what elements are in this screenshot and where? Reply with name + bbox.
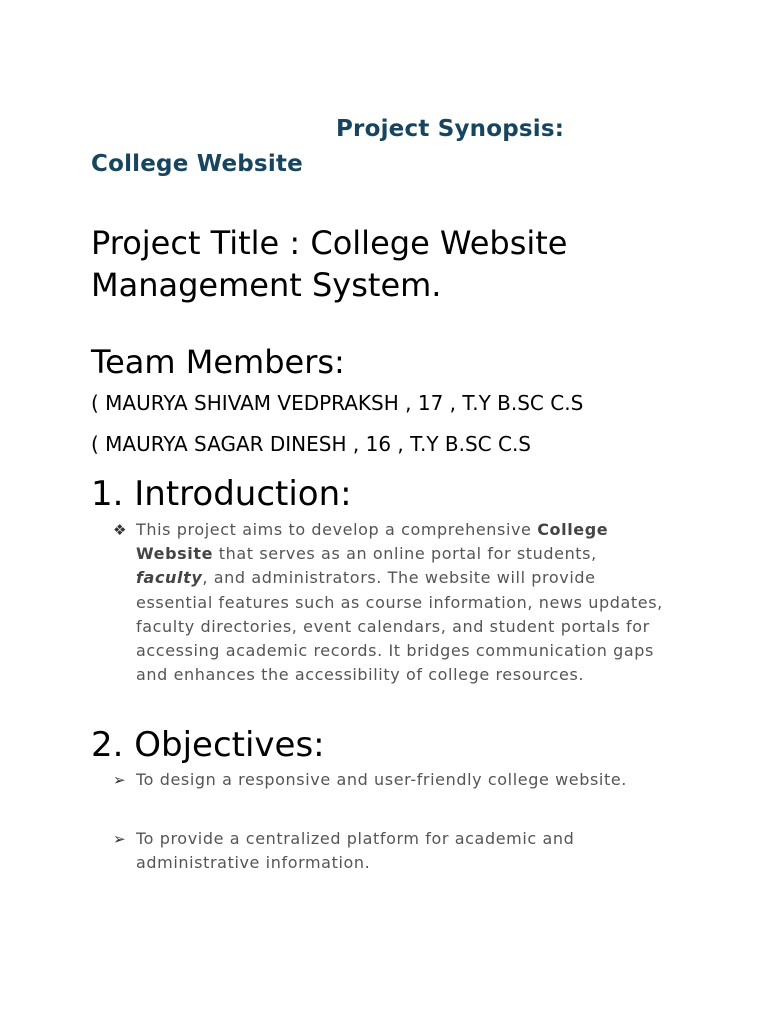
intro-italic-term: faculty [136,568,203,588]
objective-text: To design a responsive and user-friendly college website. [136,770,627,789]
intro-bold-italic-term [136,568,202,587]
objectives-heading: 2. Objectives: [91,725,325,765]
intro-text-part: This project aims to develop a comprehensive [136,520,538,539]
team-member: ( MAURYA SHIVAM VEDPRAKSH , 17 , T.Y B.SC C.S [91,391,584,415]
synopsis-title: Project Synopsis: [336,116,565,142]
intro-text-part: that serves as an online portal for students, [213,544,597,564]
intro-bold-term: College Website [136,520,609,564]
arrowhead-bullet-icon: ➢ [113,830,127,848]
introduction-text [136,518,673,687]
project-title-line-1: Project Title : College Website [91,224,568,262]
team-members-heading: Team Members: [91,343,345,381]
project-title-line-2: Management System. [91,266,442,304]
introduction-heading: 1. Introduction: [91,474,352,514]
diamond-bullet-icon: ❖ [113,521,128,539]
project-title [91,222,731,306]
objective-text: To provide a centralized platform for academic and administrative information. [136,829,575,873]
objective-item [113,827,673,875]
objective-item [113,768,673,792]
introduction-paragraph [113,518,673,687]
arrowhead-bullet-icon: ➢ [113,771,127,789]
team-member: ( MAURYA SAGAR DINESH , 16 , T.Y B.SC C.S [91,432,531,456]
synopsis-subtitle: College Website [91,151,303,177]
intro-text-part: , and administrators. The website will provide essential features such as course information, news updates, faculty directories, event calendars, and student portals for accessing academic records. It bridges communication gaps and enhances the accessibility of college resources. [136,568,663,685]
